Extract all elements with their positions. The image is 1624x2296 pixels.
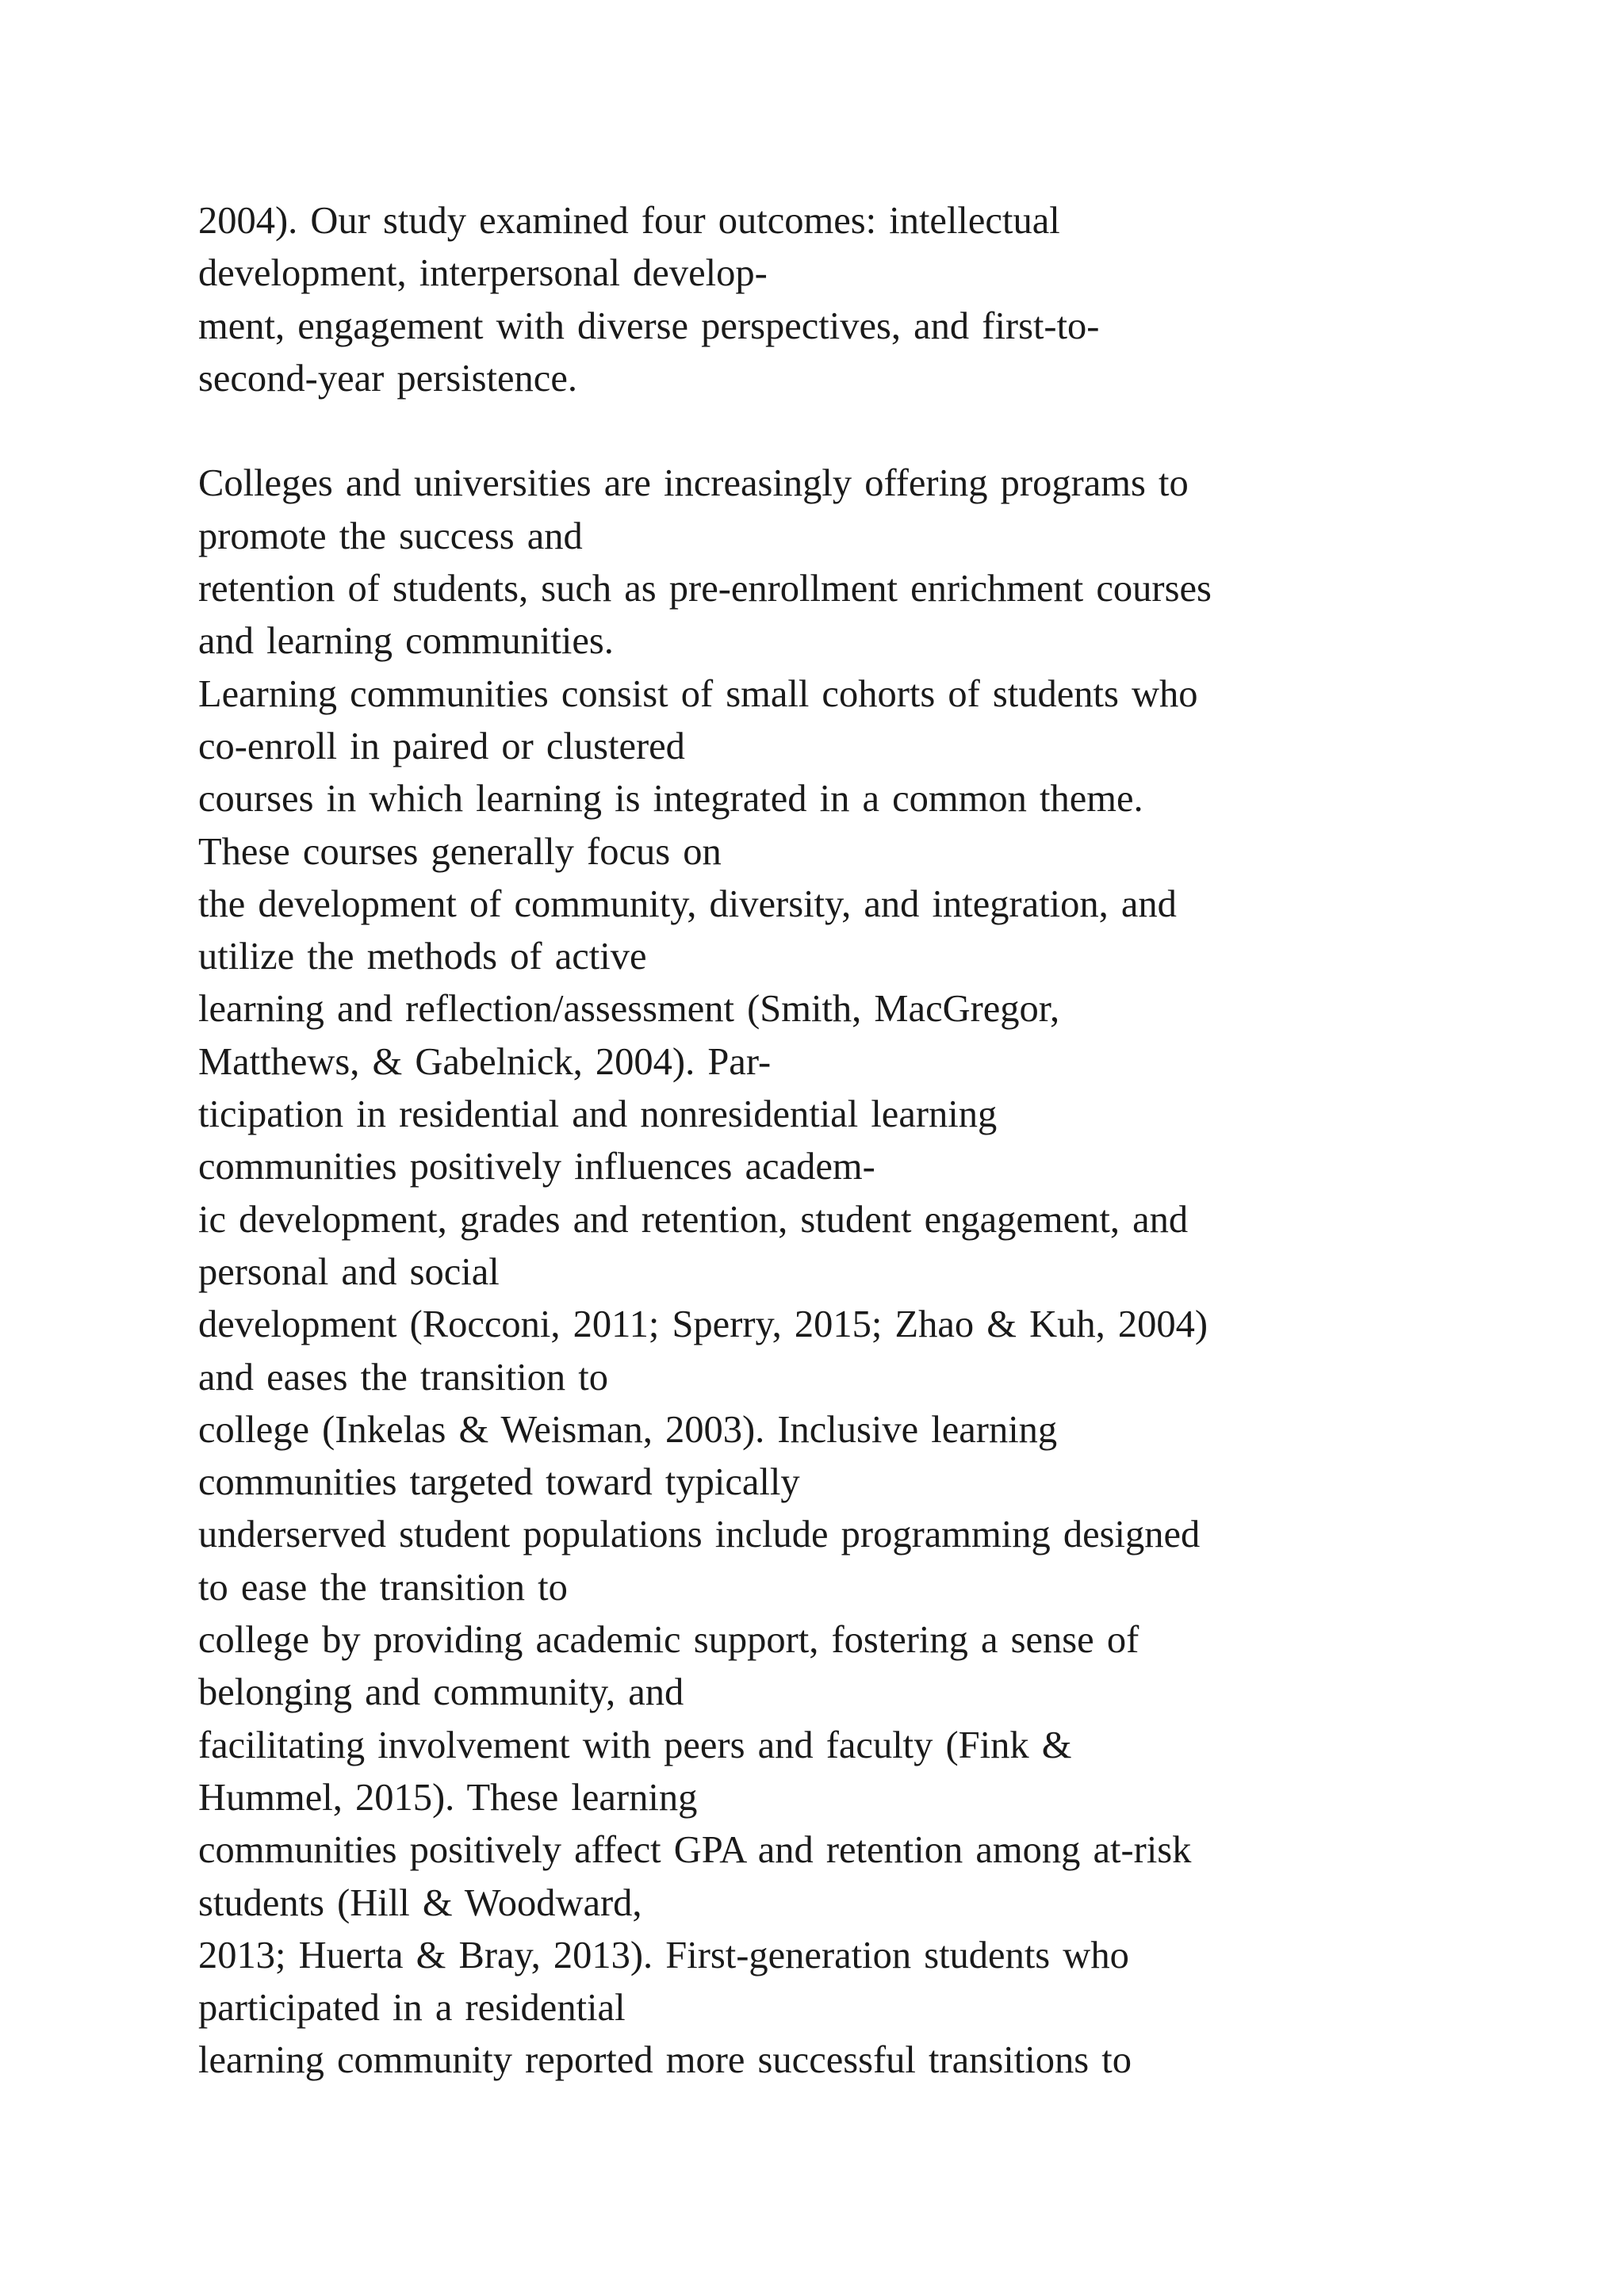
text-line: students (Hill & Woodward, xyxy=(198,1881,642,1924)
paragraph-gap xyxy=(198,405,1546,457)
text-line: to ease the transition to xyxy=(198,1566,568,1609)
text-line: learning and reflection/assessment (Smith, MacGregor, xyxy=(198,988,1060,1031)
text-line: college (Inkelas & Weisman, 2003). Inclusive learning xyxy=(198,1408,1058,1451)
paragraph-learning-communities xyxy=(198,457,1546,2087)
text-line: co-enroll in paired or clustered xyxy=(198,725,685,767)
text-line: communities targeted toward typically xyxy=(198,1461,800,1504)
text-line: 2004). Our study examined four outcomes: intellectual xyxy=(198,200,1060,242)
text-line: development, interpersonal develop- xyxy=(198,252,768,295)
text-line: 2013; Huerta & Bray, 2013). First-generation students who xyxy=(198,1934,1129,1976)
text-line: development (Rocconi, 2011; Sperry, 2015; Zhao & Kuh, 2004) xyxy=(198,1303,1208,1346)
text-line: These courses generally focus on xyxy=(198,830,722,873)
text-line: retention of students, such as pre-enrollment enrichment courses xyxy=(198,568,1212,610)
text-line: ticipation in residential and nonresidential learning xyxy=(198,1093,998,1136)
text-line: Learning communities consist of small cohorts of students who xyxy=(198,672,1198,715)
paragraph-study-outcomes xyxy=(198,195,1546,405)
text-line: and eases the transition to xyxy=(198,1356,609,1399)
text-line: Colleges and universities are increasingly offering programs to xyxy=(198,462,1189,505)
text-line: underserved student populations include programming designed xyxy=(198,1513,1201,1556)
body-text xyxy=(198,195,1546,2087)
text-line: communities positively affect GPA and retention among at-risk xyxy=(198,1829,1192,1872)
text-line: the development of community, diversity, and integration, and xyxy=(198,882,1177,925)
text-line: personal and social xyxy=(198,1250,500,1293)
text-line: participated in a residential xyxy=(198,1987,626,2030)
text-line: facilitating involvement with peers and faculty (Fink & xyxy=(198,1724,1072,1766)
text-line: Matthews, & Gabelnick, 2004). Par- xyxy=(198,1040,772,1083)
text-line: utilize the methods of active xyxy=(198,936,647,978)
text-line: Hummel, 2015). These learning xyxy=(198,1776,698,1819)
text-line: second-year persistence. xyxy=(198,357,577,400)
text-line: communities positively influences academ- xyxy=(198,1146,875,1188)
text-line: courses in which learning is integrated in a common theme. xyxy=(198,778,1143,821)
text-line: ic development, grades and retention, student engagement, and xyxy=(198,1198,1189,1241)
text-line: belonging and community, and xyxy=(198,1671,684,1714)
text-line: and learning communities. xyxy=(198,620,614,663)
text-line: college by providing academic support, fostering a sense of xyxy=(198,1619,1139,1662)
text-line: learning community reported more successful transitions to xyxy=(198,2039,1132,2082)
text-line: ment, engagement with diverse perspectives, and first-to- xyxy=(198,304,1100,347)
text-line: promote the success and xyxy=(198,515,583,557)
